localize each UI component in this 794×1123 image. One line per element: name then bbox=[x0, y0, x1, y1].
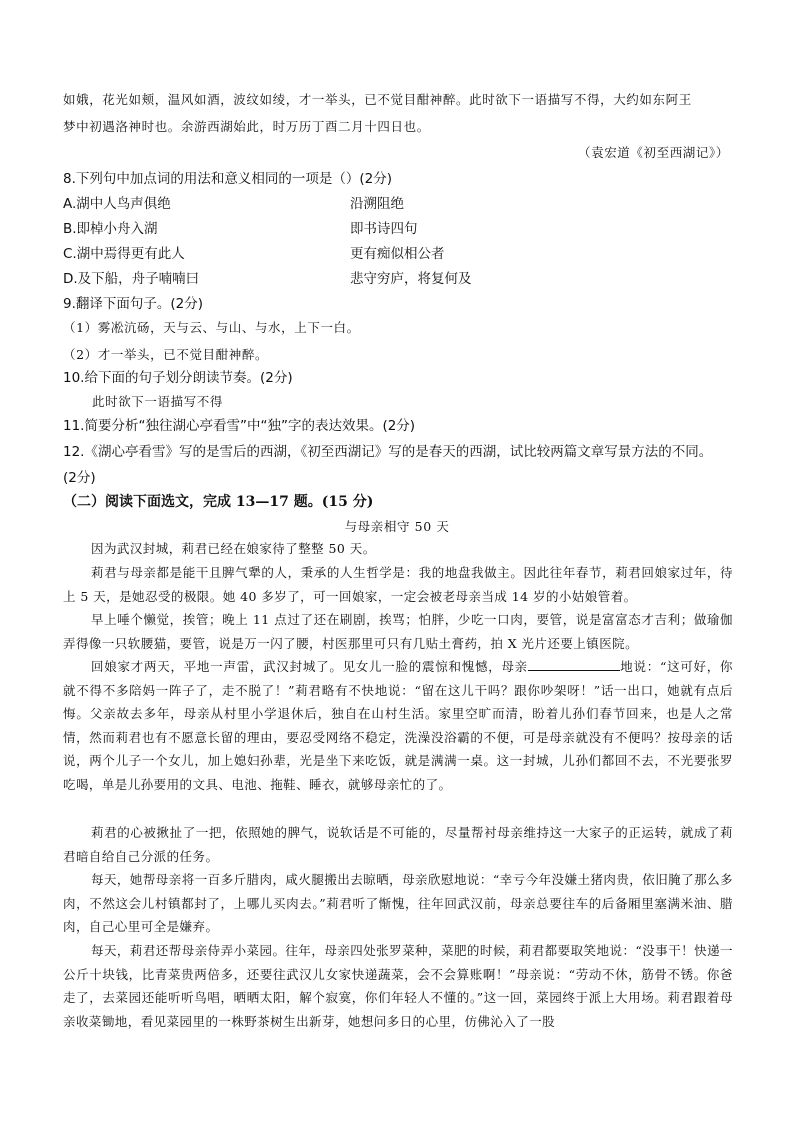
question-stem: 11.简要分析“独往湖心亭看雪”中“独”字的表达效果。(2分) bbox=[63, 418, 416, 434]
question-stem: 10.给下面的句子划分朗读节奏。(2分) bbox=[63, 370, 293, 386]
option-row bbox=[63, 242, 733, 262]
option-d-left: D.及下船，舟子喃喃曰 bbox=[63, 271, 200, 287]
question-stem: 12.《湖心亭看雪》写的是雪后的西湖，《初至西湖记》写的是春天的西湖，试比较两篇文章写景方法的不同。 bbox=[63, 444, 713, 460]
question-stem: 9.翻译下面句子。(2分) bbox=[63, 296, 204, 312]
question-stem: 8.下列句中加点词的用法和意义相同的一项是（）(2分) bbox=[63, 171, 393, 187]
article-paragraph bbox=[63, 655, 733, 796]
article-paragraph: 每天，她帮母亲将一百多斤腊肉，咸火腿搬出去晾晒，母亲欣慰地说：“幸亏今年没嫌土猪肉贵，依旧腌了那么多肉，不然这会儿村镇都封了，上哪儿买肉去。”莉君听了惭愧，往年回武汉前，母亲总要往车的后备厢里塞满米油、腊肉，自己心里可全是嫌弃。 bbox=[63, 872, 733, 934]
paragraph-text: 回娘家才两天，平地一声雷，武汉封城了。见女儿一脸的震惊和愧憾，母亲 bbox=[91, 659, 528, 674]
paragraph-text: 地说：“这可好，你就不得不多陪妈一阵子了，走不脱了！”莉君略有不快地说：“留在这儿干吗？跟你吵架呀！”话一出口，她就有点后悔。父亲故去多年，母亲从村里小学退休后，独自在山村生活。家里空旷而清，盼着儿孙们春节回来，也是人之常情，然而莉君也有不愿意长留的理由，要忍受网络不稳定，洗澡没浴霸的不便，可是母亲就没有不便吗？按母亲的话说，两个儿子一个女儿，加上媳妇孙辈，光是坐下来吃饭，就是满满一桌。这一封城，儿孙们都回不去，不光要张罗吃喝，单是儿孙要用的文具、电池、拖鞋、睡衣，就够母亲忙的了。 bbox=[63, 659, 733, 792]
option-a-left: A.湖中人鸟声俱绝 bbox=[63, 196, 171, 212]
question-12 bbox=[63, 440, 733, 486]
question-11 bbox=[63, 414, 733, 434]
article-paragraph: 因为武汉封城，莉君已经在娘家待了整整 50 天。 bbox=[91, 541, 376, 556]
article-paragraph: 每天，莉君还帮母亲侍弄小菜园。往年，母亲四处张罗菜种，菜肥的时候，莉君都要取笑地说：“没事干！快递一公斤十块钱，比青菜贵两倍多，还要往武汉儿女家快递蔬菜，会不会算账啊！”母亲说：“劳动不休，筋骨不锈。你爸走了，去菜园还能听听鸟唱，晒晒太阳，解个寂寞，你们年轻人不懂的。”这一回，菜园终于派上大用场。莉君跟着母亲收菜锄地，看见菜园里的一株野茶树生出新芽，她想问多日的心里，仿佛沁入了一股 bbox=[63, 943, 733, 1029]
option-a-right: 沿溯阻绝 bbox=[350, 196, 404, 212]
passage-line: 梦中初遇洛神时也。余游西湖始此，时万历丁酉二月十四日也。 bbox=[63, 119, 430, 134]
q9-items bbox=[63, 318, 733, 363]
question-9 bbox=[63, 292, 733, 312]
passage-line: 如娥，花光如颊，温风如酒，波纹如绫，才一举头，已不觉目酣神醉。此时欲下一语描写不得，大约如东阿王 bbox=[63, 92, 692, 107]
section-heading: （二）阅读下面选文，完成 13—17 题。(15 分) bbox=[63, 494, 374, 510]
question-10 bbox=[63, 366, 733, 386]
option-d-right: 悲守穷庐，将复何及 bbox=[350, 271, 472, 287]
fill-blank[interactable] bbox=[528, 658, 620, 671]
q9-item: （2）才一举头，已不觉目酣神醉。 bbox=[63, 347, 269, 362]
question-score: (2分) bbox=[63, 470, 96, 486]
option-b-left: B.即棹小舟入湖 bbox=[63, 221, 158, 237]
option-row bbox=[63, 192, 733, 212]
option-row bbox=[63, 217, 733, 237]
option-row bbox=[63, 267, 733, 287]
article-paragraph: 莉君的心被揪扯了一把，依照她的脾气，说软话是不可能的，尽量帮衬母亲维持这一大家子的正运转，就成了莉君暗自给自己分派的任务。 bbox=[63, 825, 733, 864]
option-c-right: 更有痴似相公者 bbox=[350, 246, 445, 262]
article-title: 与母亲相守 50 天 bbox=[344, 519, 450, 534]
q10-sentence: 此时欲下一语描写不得 bbox=[92, 394, 224, 409]
option-c-left: C.湖中焉得更有此人 bbox=[63, 246, 185, 262]
question-8 bbox=[63, 167, 733, 187]
q9-item: （1）雾凇沆砀，天与云、与山、与水，上下一白。 bbox=[63, 320, 360, 335]
passage-source: （袁宏道《初至西湖记》） bbox=[578, 145, 729, 160]
option-b-right: 即书诗四句 bbox=[350, 221, 418, 237]
article-paragraph: 早上唾个懒觉，挨管；晚上 11 点过了还在刷剧，挨骂；怕胖，少吃一口肉，要管，说是富富态才吉利；做瑜伽弄得像一只软腰猫，要管，说是万一闪了腰，村医那里可只有几贴土膏药，拍 X 光片还要上镇医院。 bbox=[63, 612, 733, 651]
passage-top bbox=[63, 90, 733, 135]
article-paragraph: 莉君与母亲都是能干且脾气犟的人，秉承的人生哲学是：我的地盘我做主。因此往年春节，莉君回娘家过年，待上 5 天，是她忍受的极限。她 40 多岁了，可一回娘家，一定会被老母亲当成 14 岁的小姑娘管着。 bbox=[63, 565, 733, 604]
